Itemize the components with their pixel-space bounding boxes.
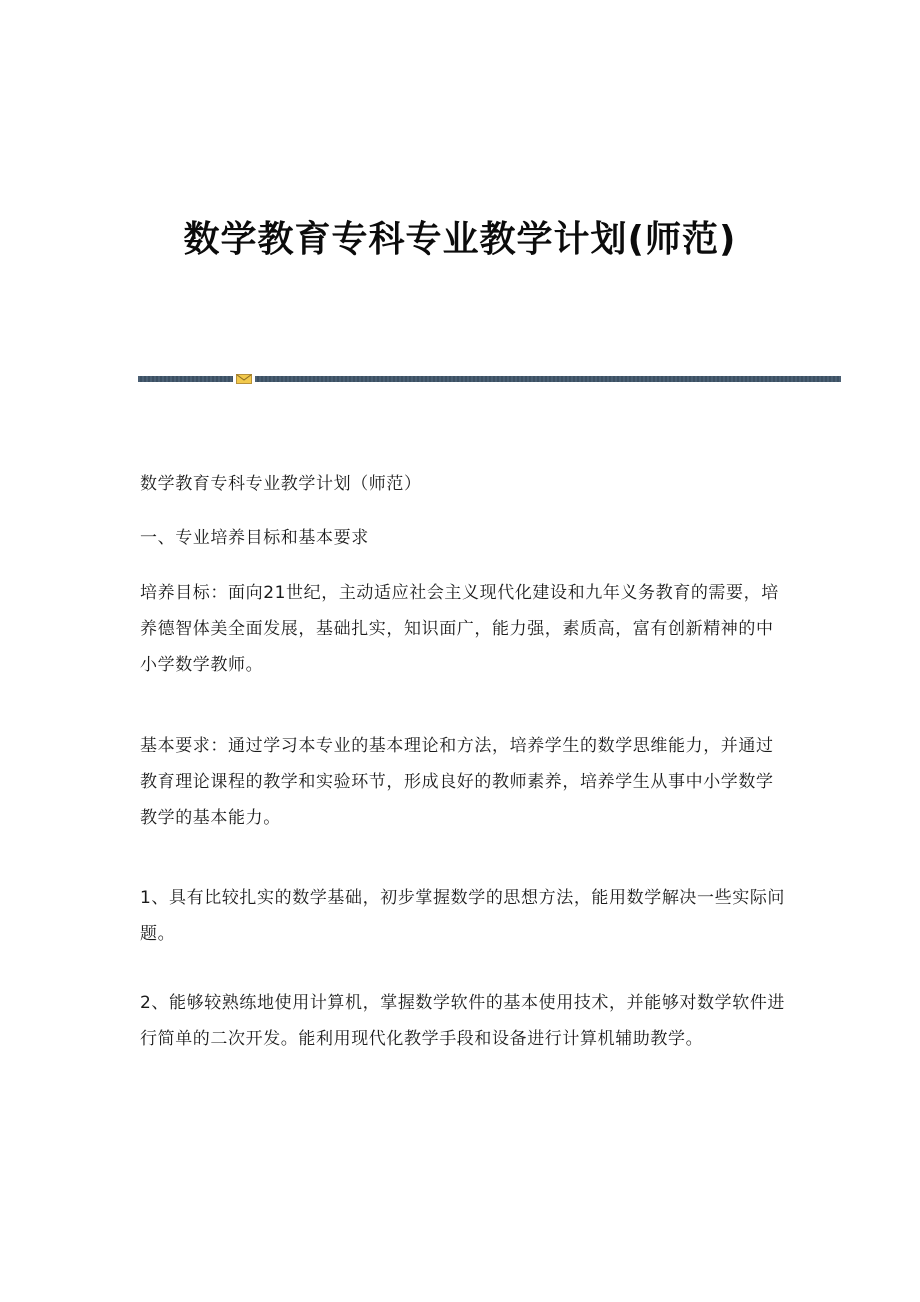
divider-bar-right: [255, 376, 841, 382]
document-title: 数学教育专科专业教学计划(师范): [183, 219, 737, 260]
envelope-icon: [236, 374, 252, 384]
title-divider: [138, 374, 841, 384]
goal-paragraph: 培养目标：面向21世纪，主动适应社会主义现代化建设和九年义务教育的需要，培养德智体美全面发展，基础扎实，知识面广，能力强，素质高，富有创新精神的中小学数学教师。: [140, 583, 779, 675]
requirements-paragraph: 基本要求：通过学习本专业的基本理论和方法，培养学生的数学思维能力，并通过教育理论课程的教学和实验环节，形成良好的教师素养，培养学生从事中小学数学教学的基本能力。: [140, 736, 774, 828]
requirement-item-2: 2、能够较熟练地使用计算机，掌握数学软件的基本使用技术，并能够对数学软件进行简单的二次开发。能利用现代化教学手段和设备进行计算机辅助教学。: [140, 993, 786, 1049]
subtitle-paragraph: 数学教育专科专业教学计划（师范）: [140, 474, 422, 494]
divider-bar-left: [138, 376, 233, 382]
requirement-item-1: 1、具有比较扎实的数学基础，初步掌握数学的思想方法，能用数学解决一些实际问题。: [140, 888, 786, 944]
section-heading: 一、专业培养目标和基本要求: [140, 528, 369, 548]
